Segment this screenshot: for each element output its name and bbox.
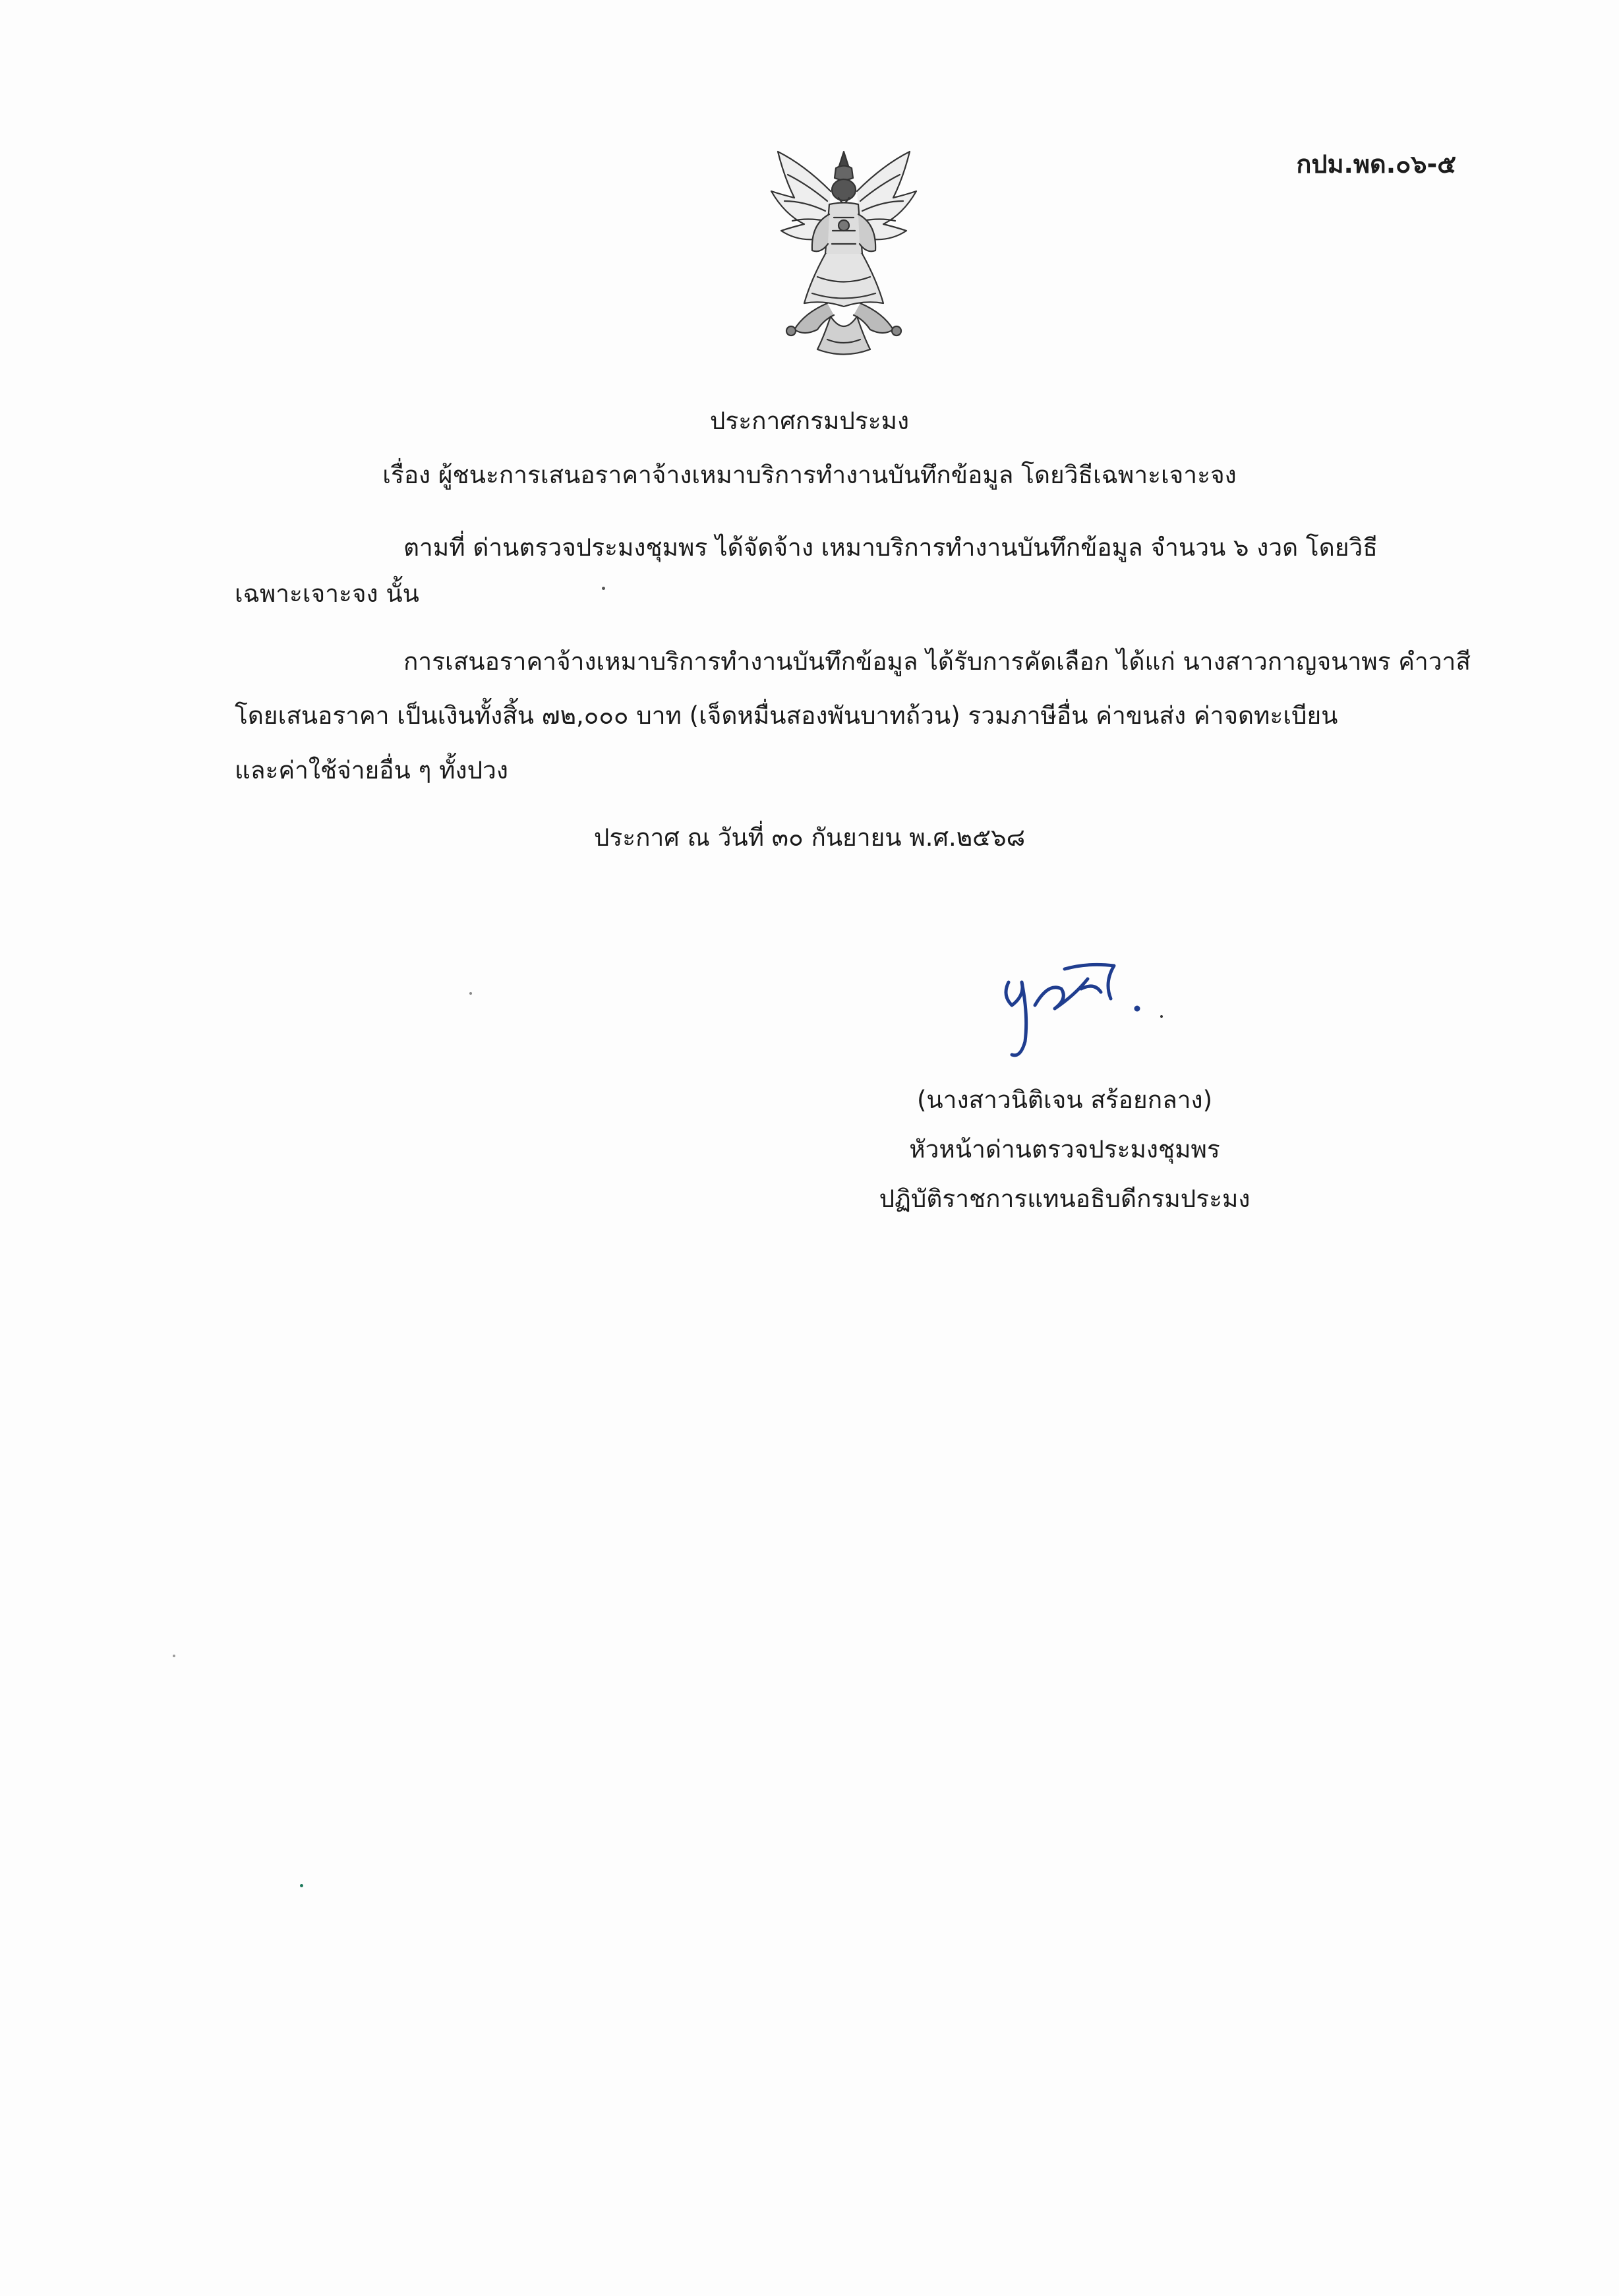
signatory-position: หัวหน้าด่านตรวจประมงชุมพร <box>909 1135 1220 1163</box>
paragraph-1-line-2: เฉพาะเจาะจง นั้น <box>235 579 419 608</box>
paragraph-2-line-3: และค่าใช้จ่ายอื่น ๆ ทั้งปวง <box>235 756 508 784</box>
scan-speck <box>602 587 605 590</box>
document-code: กปม.พด.๐๖-๕ <box>1296 150 1456 179</box>
announcement-title: ประกาศกรมประมง <box>709 407 910 435</box>
signature-image <box>989 943 1160 1068</box>
paragraph-2-line-1: การเสนอราคาจ้างเหมาบริการทำงานบันทึกข้อมูล ได้รับการคัดเลือก ได้แก่ นางสาวกาญจนาพร คำวาสี <box>403 647 1471 676</box>
paragraph-1-line-1: ตามที่ ด่านตรวจประมงชุมพร ได้จัดจ้าง เหมาบริการทำงานบันทึกข้อมูล จำนวน ๖ งวด โดยวิธี <box>403 533 1378 562</box>
announcement-date: ประกาศ ณ วันที่ ๓๐ กันยายน พ.ศ.๒๕๖๘ <box>593 823 1026 852</box>
paragraph-2-line-2: โดยเสนอราคา เป็นเงินทั้งสิ้น ๗๒,๐๐๐ บาท (เจ็ดหมื่นสองพันบาทถ้วน) รวมภาษีอื่น ค่าขนส่ง ค่าจดทะเบียน <box>235 701 1338 730</box>
signatory-acting-for: ปฏิบัติราชการแทนอธิบดีกรมประมง <box>879 1185 1251 1213</box>
scan-speck <box>173 1655 175 1657</box>
scan-speck <box>300 1884 303 1887</box>
garuda-emblem-icon <box>765 138 923 366</box>
scan-speck <box>1160 1015 1163 1018</box>
announcement-subject: เรื่อง ผู้ชนะการเสนอราคาจ้างเหมาบริการทำงานบันทึกข้อมูล โดยวิธีเฉพาะเจาะจง <box>382 461 1237 489</box>
signatory-name: (นางสาวนิติเจน สร้อยกลาง) <box>916 1086 1213 1114</box>
scan-speck <box>469 992 472 995</box>
